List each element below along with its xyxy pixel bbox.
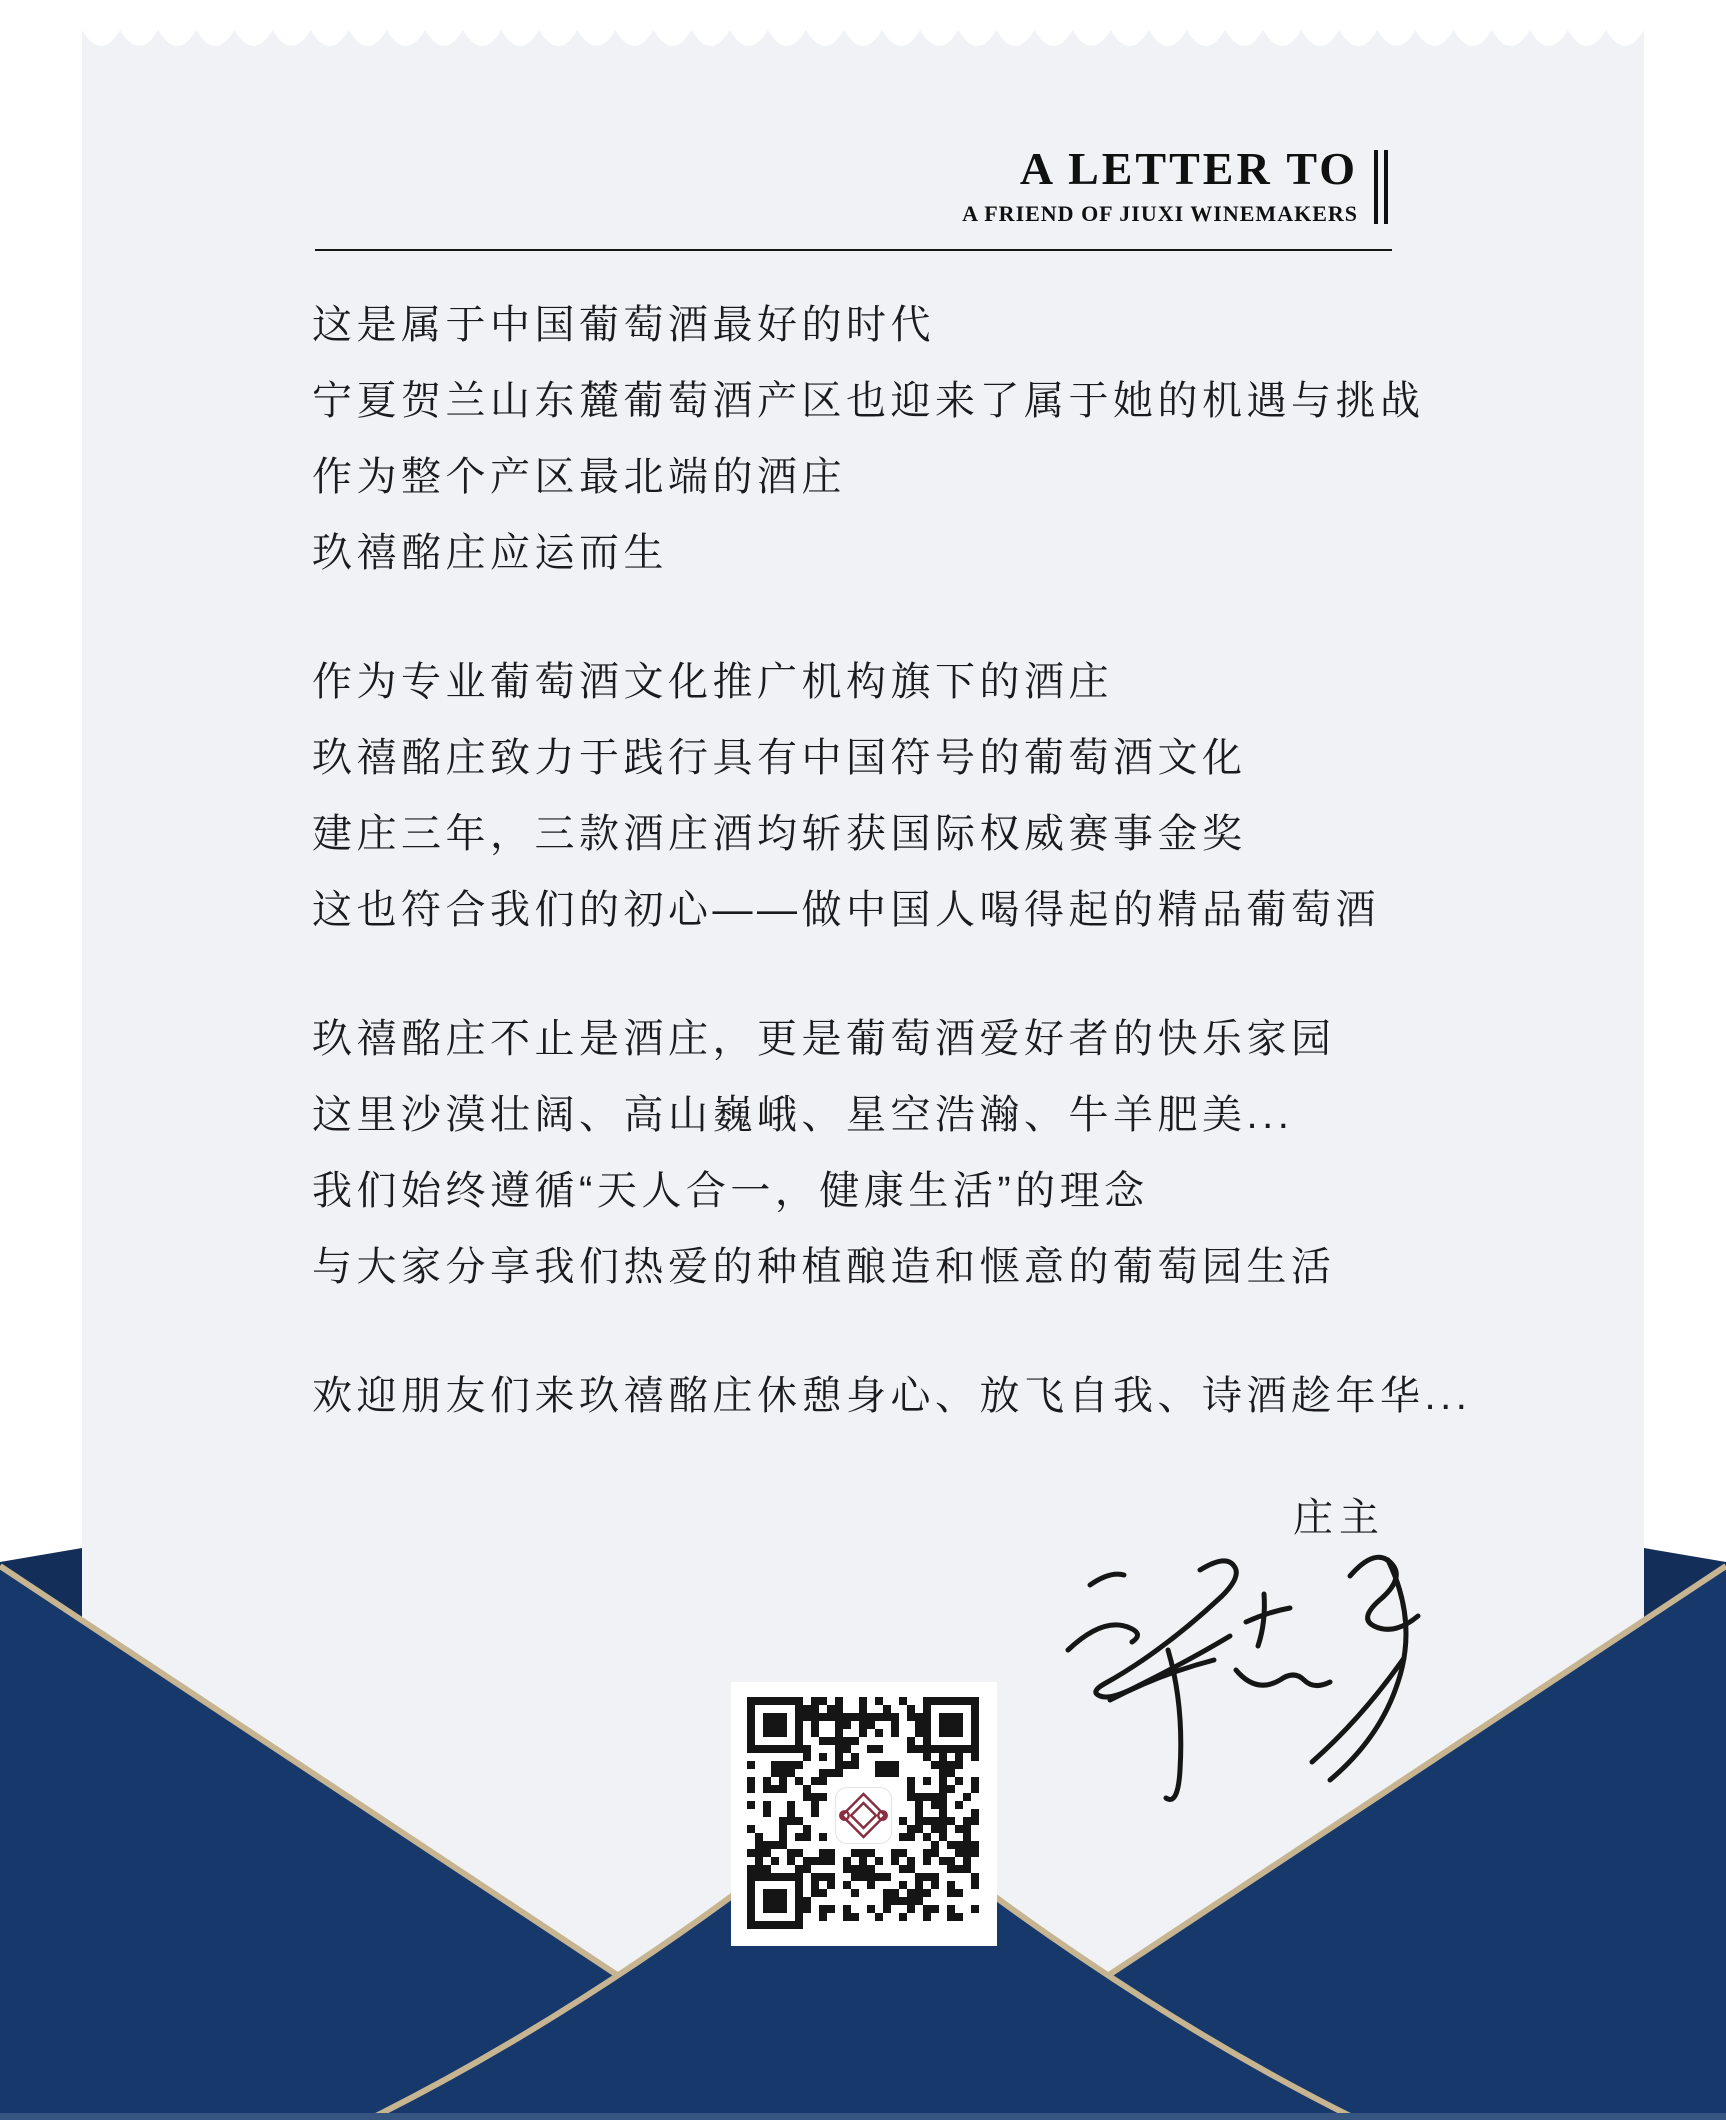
paragraph-1 xyxy=(312,287,1452,591)
letter-subtitle: A FRIEND OF JIUXI WINEMAKERS xyxy=(962,200,1358,226)
double-bars-icon xyxy=(1374,150,1388,224)
letter-line: 宁夏贺兰山东麓葡萄酒产区也迎来了属于她的机遇与挑战 xyxy=(312,379,1425,423)
letter-line: 玖禧酩庄致力于践行具有中国符号的葡萄酒文化 xyxy=(312,736,1247,780)
envelope-bottom-edge xyxy=(0,2113,1726,2120)
letter-line: 建庄三年，三款酒庄酒均斩获国际权威赛事金奖 xyxy=(312,812,1247,856)
letter-line: 作为专业葡萄酒文化推广机构旗下的酒庄 xyxy=(312,660,1113,704)
letter-line: 这里沙漠壮阔、高山巍峨、星空浩瀚、牛羊肥美... xyxy=(312,1093,1294,1137)
header-rule xyxy=(315,249,1392,251)
letter-line: 这也符合我们的初心——做中国人喝得起的精品葡萄酒 xyxy=(312,888,1380,932)
diamond-knot-logo-icon xyxy=(835,1787,892,1844)
paragraph-3 xyxy=(312,1001,1452,1305)
letter-line: 玖禧酩庄应运而生 xyxy=(312,531,668,575)
letter-line: 欢迎朋友们来玖禧酩庄休憩身心、放飞自我、诗酒趁年华... xyxy=(312,1374,1472,1418)
letter-line: 与大家分享我们热爱的种植酿造和惬意的葡萄园生活 xyxy=(312,1245,1336,1289)
qr-card xyxy=(731,1682,997,1946)
signoff-role: 庄主 xyxy=(1293,1496,1385,1540)
paragraph-4 xyxy=(312,1358,1472,1434)
letter-title: A LETTER TO xyxy=(1019,143,1358,194)
paragraph-2 xyxy=(312,644,1452,948)
letter-line: 我们始终遵循“天人合一，健康生活”的理念 xyxy=(312,1169,1149,1213)
letter-line: 玖禧酩庄不止是酒庄，更是葡萄酒爱好者的快乐家园 xyxy=(312,1017,1336,1061)
letter-line: 作为整个产区最北端的酒庄 xyxy=(312,455,846,499)
letter-line: 这是属于中国葡萄酒最好的时代 xyxy=(312,303,935,347)
letterhead xyxy=(315,144,1358,227)
letter-body xyxy=(312,287,1472,1487)
owner-signature-icon xyxy=(1050,1530,1430,1820)
